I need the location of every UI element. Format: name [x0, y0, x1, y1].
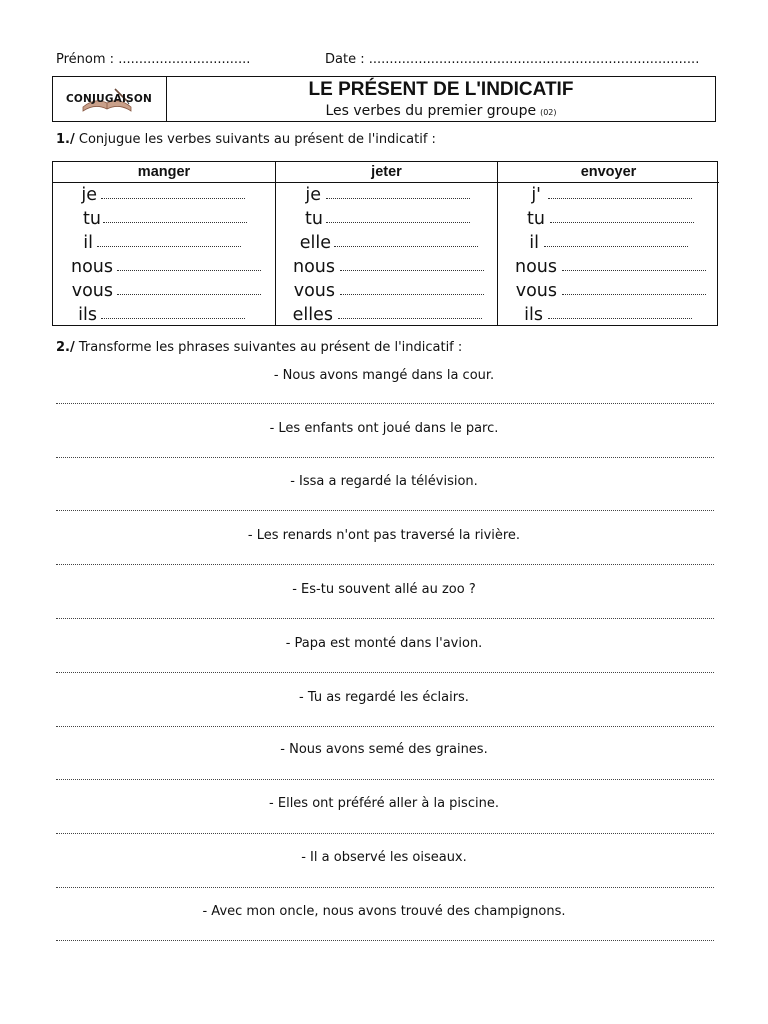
answer-line[interactable]	[56, 457, 714, 458]
exercise2-text: Transforme les phrases suivantes au présent de l'indicatif :	[78, 340, 463, 355]
answer-line[interactable]	[117, 294, 261, 295]
answer-line[interactable]	[562, 294, 706, 295]
answer-line[interactable]	[326, 198, 470, 199]
pronoun: elles	[292, 305, 333, 325]
page-subtitle	[167, 103, 715, 119]
sentence: - Papa est monté dans l'avion.	[285, 636, 483, 651]
pronoun: je	[81, 185, 97, 205]
answer-line[interactable]	[548, 318, 692, 319]
pronoun: je	[305, 185, 321, 205]
prenom-field	[56, 52, 250, 67]
pronoun: nous	[514, 257, 557, 277]
pronoun: vous	[71, 281, 113, 301]
conjugation-row	[53, 183, 275, 207]
answer-line[interactable]	[117, 270, 261, 271]
conjugation-table	[52, 161, 718, 326]
pronoun: elle	[299, 233, 331, 253]
conjugation-row	[498, 303, 719, 327]
conjugation-row	[276, 255, 497, 279]
conjugation-row	[53, 207, 275, 231]
answer-line[interactable]	[326, 222, 470, 223]
answer-line[interactable]	[101, 198, 245, 199]
pronoun: tu	[527, 209, 545, 229]
answer-line[interactable]	[56, 833, 714, 834]
answer-line[interactable]	[340, 294, 484, 295]
answer-line[interactable]	[548, 198, 692, 199]
exercise1-instruction	[56, 132, 436, 147]
exercise2-instruction	[56, 340, 462, 355]
pronoun: nous	[70, 257, 113, 277]
conjugaison-logo	[53, 77, 167, 121]
verb-column-manger	[53, 162, 275, 325]
conjugation-row	[498, 279, 719, 303]
pronoun: vous	[515, 281, 557, 301]
answer-line[interactable]	[56, 510, 714, 511]
subtitle-number: (02)	[540, 108, 557, 117]
conjugation-row	[498, 207, 719, 231]
conjugation-row	[498, 231, 719, 255]
answer-line[interactable]	[56, 726, 714, 727]
exercise2-number: 2./	[56, 340, 75, 355]
pronoun: nous	[292, 257, 335, 277]
exercise1-text: Conjugue les verbes suivants au présent de l'indicatif :	[78, 132, 436, 147]
pronoun: ils	[78, 305, 97, 325]
sentence: - Elles ont préféré aller à la piscine.	[269, 796, 499, 811]
subtitle-text: Les verbes du premier groupe	[325, 103, 537, 119]
page-title: LE PRÉSENT DE L'INDICATIF	[308, 79, 574, 100]
answer-line[interactable]	[550, 222, 694, 223]
conjugation-row	[276, 207, 497, 231]
conjugation-row	[53, 303, 275, 327]
sentence: - Les enfants ont joué dans le parc.	[269, 421, 499, 436]
date-dots: ................................................................................	[368, 52, 700, 67]
verb-column-envoyer	[497, 162, 719, 325]
sentence: - Nous avons semé des graines.	[280, 742, 488, 757]
answer-line[interactable]	[56, 940, 714, 941]
answer-line[interactable]	[56, 618, 714, 619]
answer-line[interactable]	[562, 270, 706, 271]
logo-text: CONJUGAISON	[66, 93, 152, 105]
sentence: - Les renards n'ont pas traversé la rivière.	[247, 528, 521, 543]
sentence: - Issa a regardé la télévision.	[290, 474, 478, 489]
answer-line[interactable]	[56, 779, 714, 780]
prenom-label: Prénom :	[56, 52, 115, 67]
answer-line[interactable]	[97, 246, 241, 247]
verb-header: jeter	[276, 162, 497, 183]
pronoun: j'	[531, 185, 541, 205]
pronoun: vous	[293, 281, 335, 301]
answer-line[interactable]	[103, 222, 247, 223]
answer-line[interactable]	[56, 564, 714, 565]
title-box	[52, 76, 716, 122]
prenom-dots: ................................	[118, 52, 251, 67]
pronoun: tu	[83, 209, 101, 229]
verb-header: envoyer	[498, 162, 719, 183]
answer-line[interactable]	[334, 246, 478, 247]
conjugation-row	[53, 231, 275, 255]
answer-line[interactable]	[340, 270, 484, 271]
conjugation-row	[276, 183, 497, 207]
date-label: Date :	[325, 52, 365, 67]
answer-line[interactable]	[56, 887, 714, 888]
conjugation-row	[276, 303, 497, 327]
conjugation-row	[498, 255, 719, 279]
answer-line[interactable]	[544, 246, 688, 247]
sentence: - Il a observé les oiseaux.	[301, 850, 467, 865]
pronoun: tu	[305, 209, 323, 229]
answer-line[interactable]	[56, 403, 714, 404]
conjugation-row	[498, 183, 719, 207]
sentence: - Es-tu souvent allé au zoo ?	[292, 582, 476, 597]
answer-line[interactable]	[56, 672, 714, 673]
verb-header: manger	[53, 162, 275, 183]
answer-line[interactable]	[101, 318, 245, 319]
conjugation-row	[276, 231, 497, 255]
verb-column-jeter	[275, 162, 497, 325]
answer-line[interactable]	[338, 318, 482, 319]
pronoun: il	[529, 233, 539, 253]
conjugation-row	[53, 279, 275, 303]
conjugation-row	[53, 255, 275, 279]
exercise1-number: 1./	[56, 132, 75, 147]
sentence: - Nous avons mangé dans la cour.	[273, 368, 495, 383]
date-field	[325, 52, 699, 67]
sentence: - Tu as regardé les éclairs.	[299, 690, 469, 705]
pronoun: ils	[524, 305, 543, 325]
sentence: - Avec mon oncle, nous avons trouvé des champignons.	[202, 904, 566, 919]
conjugation-row	[276, 279, 497, 303]
pronoun: il	[83, 233, 93, 253]
